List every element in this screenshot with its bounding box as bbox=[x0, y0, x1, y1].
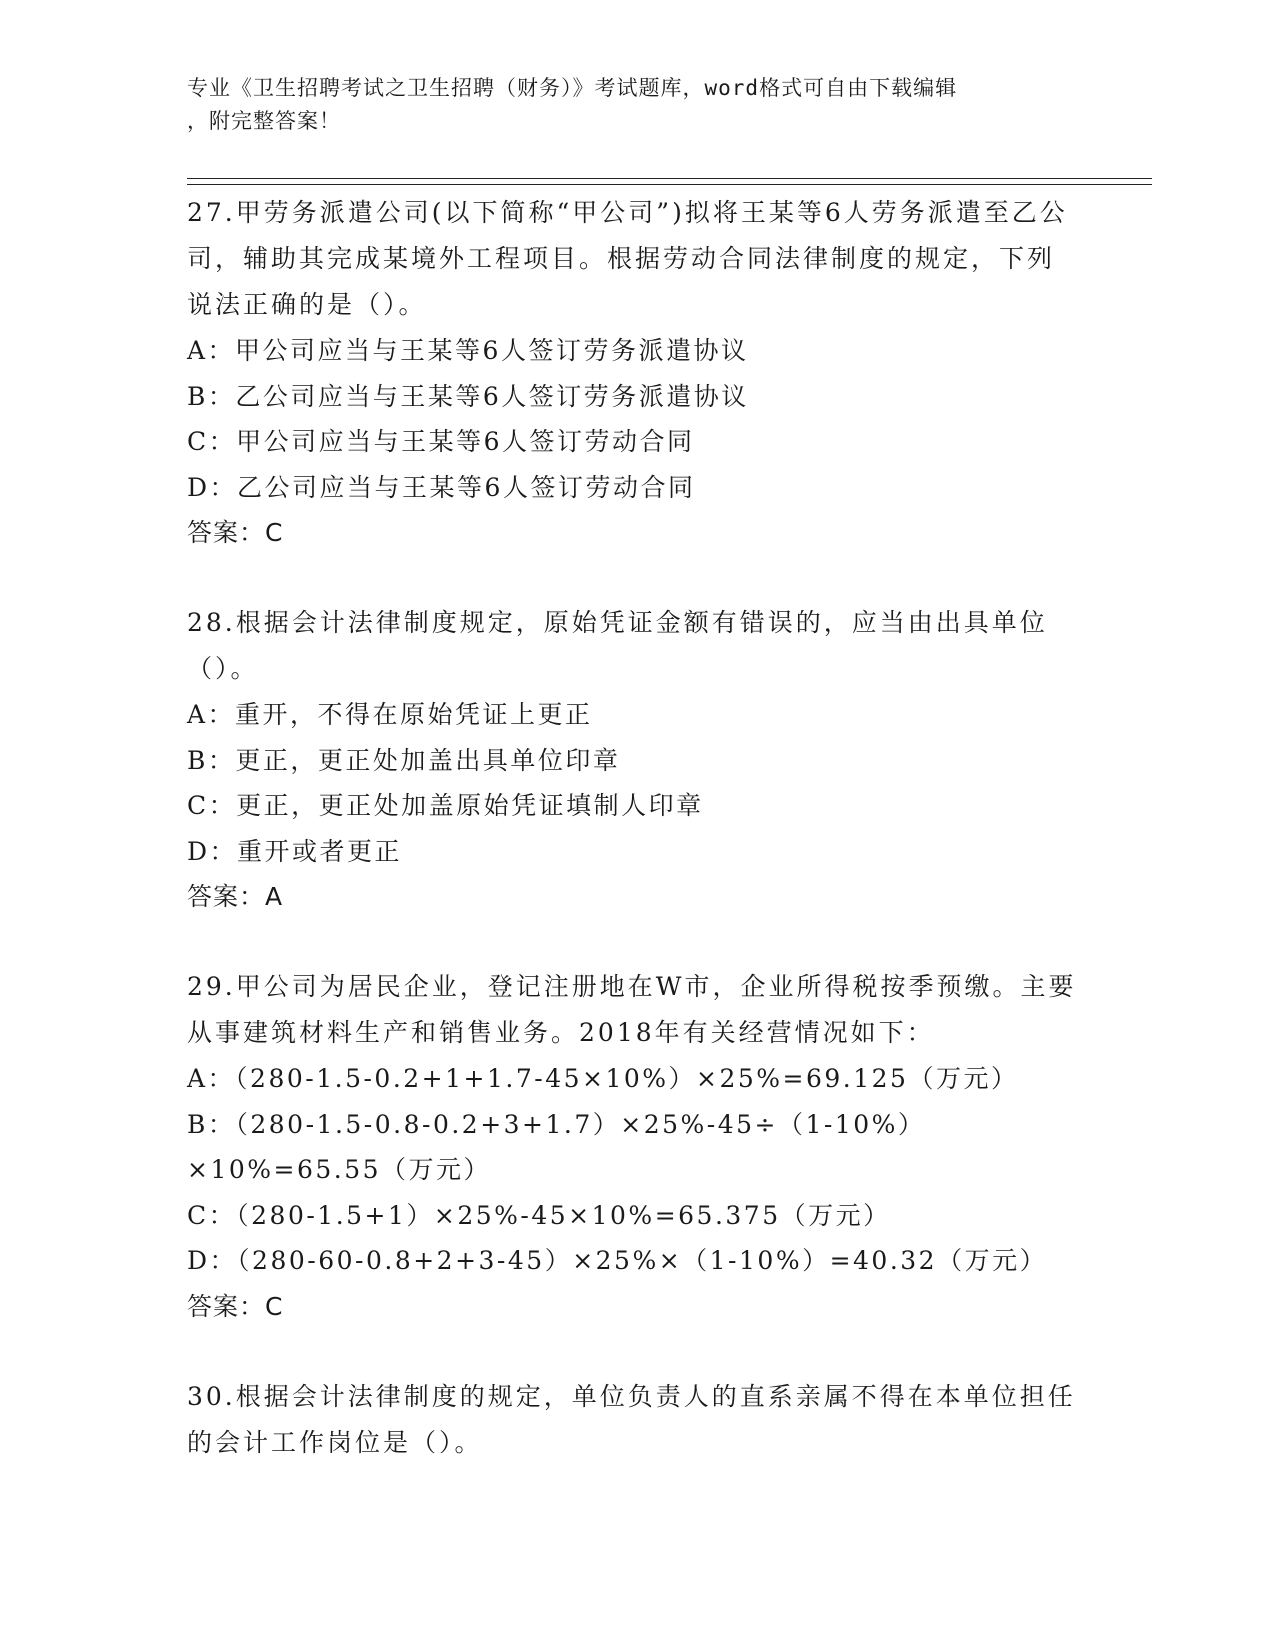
question-27 bbox=[187, 190, 1077, 555]
option-d: D：（280-60-0.8+2+3-45）×25%×（1-10%）=40.32（万元） bbox=[187, 1246, 1048, 1275]
spacer bbox=[187, 555, 1077, 600]
header-rule-top bbox=[187, 178, 1152, 179]
question-text: 27.甲劳务派遣公司(以下简称“甲公司”)拟将王某等6人劳务派遣至乙公司，辅助其完成某境外工程项目。根据劳动合同法律制度的规定，下列说法正确的是（）。 bbox=[187, 198, 1068, 319]
option-a: A：甲公司应当与王某等6人签订劳务派遣协议 bbox=[187, 336, 749, 365]
answer: 答案：A bbox=[187, 882, 284, 911]
option-a: A：重开，不得在原始凭证上更正 bbox=[187, 700, 593, 729]
option-c: C：更正，更正处加盖原始凭证填制人印章 bbox=[187, 791, 704, 820]
option-b: B：更正，更正处加盖出具单位印章 bbox=[187, 745, 621, 775]
spacer bbox=[187, 919, 1077, 964]
page-header: 专业《卫生招聘考试之卫生招聘（财务）》考试题库，word格式可自由下载编辑 ，附完整答案！ bbox=[187, 76, 958, 133]
option-b: B：乙公司应当与王某等6人签订劳务派遣协议 bbox=[187, 381, 749, 411]
spacer bbox=[187, 1329, 1077, 1374]
answer: 答案：C bbox=[187, 1291, 284, 1321]
question-list bbox=[187, 190, 1077, 1466]
question-text: 29.甲公司为居民企业，登记注册地在W市，企业所得税按季预缴。主要从事建筑材料生产和销售业务。2018年有关经营情况如下： bbox=[187, 972, 1077, 1047]
question-30 bbox=[187, 1374, 1077, 1466]
question-text: 30.根据会计法律制度的规定，单位负责人的直系亲属不得在本单位担任的会计工作岗位是（）。 bbox=[187, 1381, 1076, 1457]
option-b: B：（280-1.5-0.8-0.2+3+1.7）×25%-45÷（1-10%）×10%=65.55（万元） bbox=[187, 1109, 926, 1184]
option-d: D：重开或者更正 bbox=[187, 836, 403, 866]
question-text: 28.根据会计法律制度规定，原始凭证金额有错误的，应当由出具单位（）。 bbox=[187, 608, 1048, 683]
option-c: C：（280-1.5+1）×25%-45×10%=65.375（万元） bbox=[187, 1200, 891, 1230]
answer: 答案：C bbox=[187, 518, 284, 547]
option-c: C：甲公司应当与王某等6人签订劳动合同 bbox=[187, 427, 695, 456]
question-29 bbox=[187, 964, 1077, 1329]
option-a: A：（280-1.5-0.2+1+1.7-45×10%）×25%=69.125（万元） bbox=[187, 1064, 1019, 1093]
header-rule-bottom bbox=[187, 184, 1152, 185]
option-d: D：乙公司应当与王某等6人签订劳动合同 bbox=[187, 472, 696, 502]
question-28 bbox=[187, 600, 1077, 919]
